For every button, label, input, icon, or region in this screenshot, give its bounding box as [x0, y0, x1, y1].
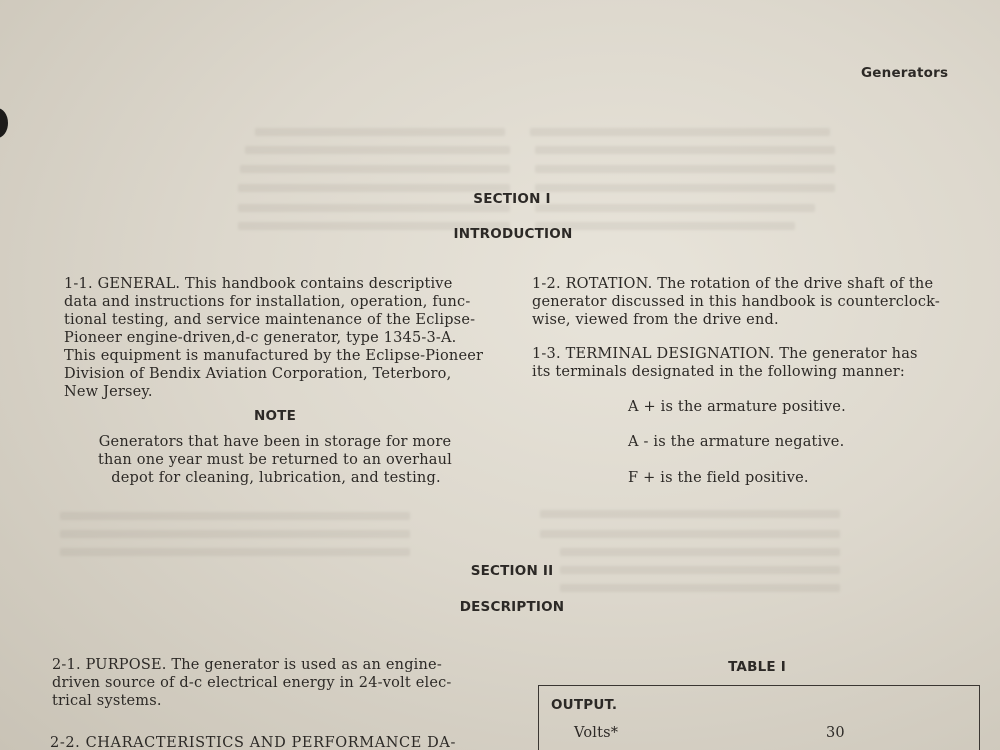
- para-general-line: tional testing, and service maintenance of the Eclipse-: [64, 312, 476, 328]
- para-characteristics-line: 2-2. CHARACTERISTICS AND PERFORMANCE DA-: [50, 735, 456, 750]
- note-line: depot for cleaning, lubrication, and testing.: [111, 470, 441, 486]
- para-rotation-line: generator discussed in this handbook is counterclock-: [532, 294, 941, 310]
- para-general-line: Division of Bendix Aviation Corporation, Teterboro,: [64, 366, 452, 382]
- bleed-through-text: [560, 584, 840, 592]
- bleed-through-text: [530, 128, 830, 136]
- note-line: Generators that have been in storage for more: [98, 434, 452, 450]
- para-purpose-line: driven source of d-c electrical energy in 24-volt elec-: [52, 675, 452, 691]
- bleed-through-text: [255, 128, 505, 136]
- table-section-label: OUTPUT.: [551, 697, 618, 713]
- terminal-item: A + is the armature positive.: [628, 399, 846, 415]
- section-title: INTRODUCTION: [453, 226, 573, 242]
- running-head: Generators: [861, 65, 949, 81]
- bleed-through-text: [560, 566, 840, 574]
- bleed-through-text: [238, 184, 510, 192]
- table-row-value: 30: [826, 725, 845, 741]
- note-line: than one year must be returned to an overhaul: [98, 452, 452, 468]
- bleed-through-text: [560, 548, 840, 556]
- section-heading: SECTION II: [470, 563, 554, 579]
- bleed-through-text: [60, 530, 410, 538]
- bleed-through-text: [535, 222, 795, 230]
- para-terminal-line: 1-3. TERMINAL DESIGNATION. The generator has: [532, 346, 918, 362]
- section-heading: SECTION I: [473, 191, 551, 207]
- bleed-through-text: [245, 146, 510, 154]
- para-general-line: New Jersey.: [64, 384, 153, 400]
- para-general-line: Pioneer engine-driven,d-c generator, type 1345-3-A.: [64, 330, 457, 346]
- para-terminal-line: its terminals designated in the following manner:: [532, 364, 906, 380]
- bleed-through-text: [540, 530, 840, 538]
- bleed-through-text: [535, 204, 815, 212]
- para-general-line: data and instructions for installation, operation, func-: [64, 294, 471, 310]
- bleed-through-text: [60, 512, 410, 520]
- para-purpose-line: trical systems.: [52, 693, 162, 709]
- bleed-through-text: [535, 184, 835, 192]
- bleed-through-text: [535, 165, 835, 173]
- para-general-line: This equipment is manufactured by the Eclipse-Pioneer: [64, 348, 484, 364]
- bleed-through-text: [240, 165, 510, 173]
- para-rotation-line: wise, viewed from the drive end.: [532, 312, 779, 328]
- binding-hole: [0, 108, 8, 138]
- bleed-through-text: [238, 204, 510, 212]
- bleed-through-text: [540, 510, 840, 518]
- terminal-item: F + is the field positive.: [628, 470, 809, 486]
- para-rotation-line: 1-2. ROTATION. The rotation of the drive shaft of the: [532, 276, 934, 292]
- bleed-through-text: [60, 548, 410, 556]
- section-title: DESCRIPTION: [459, 599, 565, 615]
- terminal-item: A - is the armature negative.: [628, 434, 845, 450]
- table-title: TABLE I: [728, 659, 786, 675]
- note-heading: NOTE: [253, 408, 297, 424]
- bleed-through-text: [535, 146, 835, 154]
- para-general-line: 1-1. GENERAL. This handbook contains descriptive: [64, 276, 453, 292]
- table-row-label: Volts*: [574, 725, 619, 741]
- para-purpose-line: 2-1. PURPOSE. The generator is used as an engine-: [52, 657, 442, 673]
